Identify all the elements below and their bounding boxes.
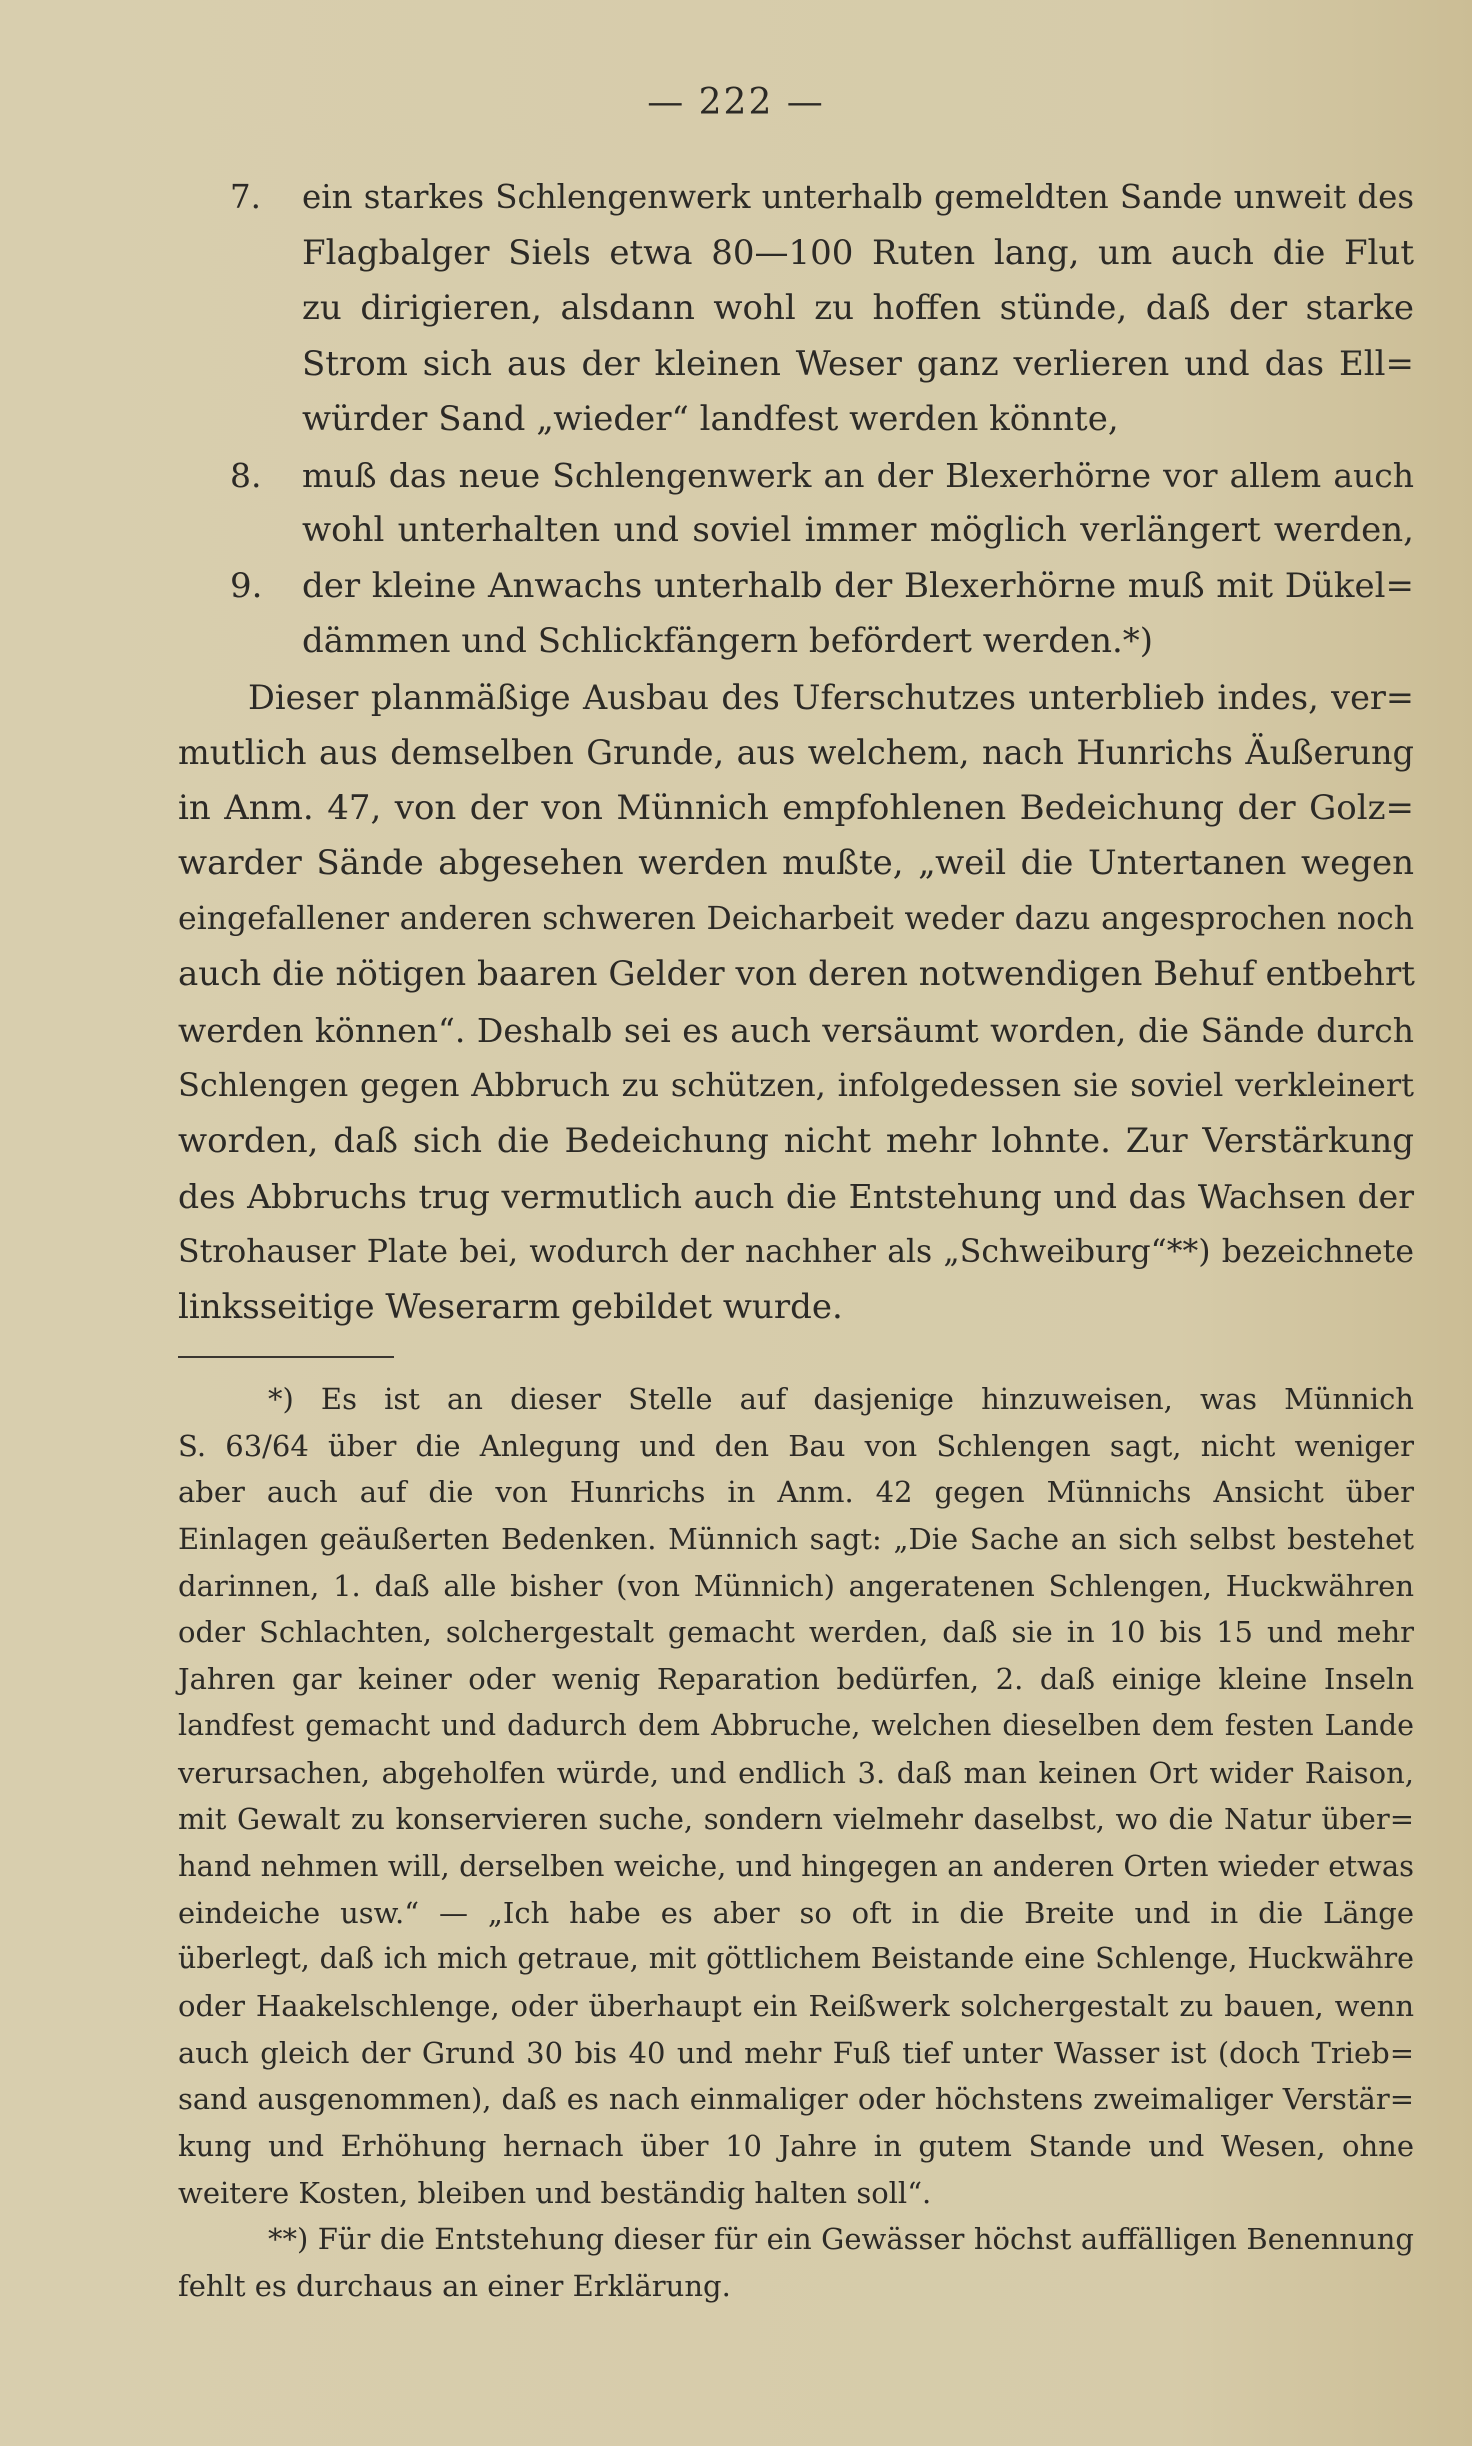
footnote-1-line: auch gleich der Grund 30 bis 40 und mehr Fuß tief unter Wasser ist (doch Trieb= bbox=[178, 2035, 1414, 2070]
footnote-1-line: landfest gemacht und dadurch dem Abbruche, welchen dieselben dem festen Lande bbox=[178, 1708, 1414, 1742]
footnote-1-line: überlegt, daß ich mich getraue, mit göttlichem Beistande eine Schlenge, Huckwähre bbox=[178, 1942, 1414, 1976]
footnote-2-line: **) Für die Entstehung dieser für ein Gewässer höchst auffälligen Benennung bbox=[268, 2222, 1414, 2257]
enum-number: 9. bbox=[230, 565, 263, 606]
paragraph-line: mutlich aus demselben Grunde, aus welchem, nach Hunrichs Äußerung bbox=[178, 733, 1414, 772]
paragraph-line: des Abbruchs trug vermutlich auch die Entstehung und das Wachsen der bbox=[178, 1177, 1414, 1216]
footnote-divider bbox=[178, 1356, 394, 1358]
footnote-1-line: sand ausgenommen), daß es nach einmaliger oder höchstens zweimaliger Verstär= bbox=[178, 2082, 1414, 2117]
footnote-1-line: Jahren gar keiner oder wenig Reparation bedürfen, 2. daß einige kleine Inseln bbox=[178, 1662, 1414, 1697]
footnote-1-line: S. 63/64 über die Anlegung und den Bau von Schlengen sagt, nicht weniger bbox=[178, 1428, 1414, 1463]
footnote-1-line: oder Haakelschlenge, oder überhaupt ein Reißwerk solchergestalt zu bauen, wenn bbox=[178, 1988, 1414, 2023]
enum-item-7-line: 7. ein starkes Schlengenwerk unterhalb gemeldten Sande unweit des bbox=[178, 170, 1414, 226]
paragraph-line: Schlengen gegen Abbruch zu schützen, infolgedessen sie soviel verkleinert bbox=[178, 1066, 1414, 1104]
footnote-2-line: fehlt es durchaus an einer Erklärung. bbox=[178, 2269, 731, 2304]
enum-number: 8. bbox=[230, 455, 262, 495]
paragraph-line: Strohauser Plate bei, wodurch der nachher als „Schweiburg“**) bezeichnete bbox=[178, 1233, 1414, 1270]
paragraph-line: worden, daß sich die Bedeichung nicht mehr lohnte. Zur Verstärkung bbox=[178, 1120, 1414, 1161]
footnote-1-line: weitere Kosten, bleiben und beständig halten soll“. bbox=[178, 2175, 932, 2210]
enum-item-7-line: Flagbalger Siels etwa 80—100 Ruten lang, um auch die Flut bbox=[302, 232, 1414, 273]
paragraph-line: auch die nötigen baaren Gelder von deren notwendigen Behuf entbehrt bbox=[178, 954, 1415, 994]
paragraph-line: eingefallener anderen schweren Deicharbeit weder dazu angesprochen noch bbox=[178, 900, 1414, 937]
footnote-1-line: mit Gewalt zu konservieren suche, sondern vielmehr daselbst, wo die Natur über= bbox=[178, 1802, 1414, 1837]
main-text bbox=[178, 170, 1414, 1336]
footnote-1-line: oder Schlachten, solchergestalt gemacht werden, daß sie in 10 bis 15 und mehr bbox=[178, 1615, 1414, 1650]
paragraph-line: Dieser planmäßige Ausbau des Uferschutzes unterblieb indes, ver= bbox=[248, 677, 1414, 717]
footnote-1-line: verursachen, abgeholfen würde, und endlich 3. daß man keinen Ort wider Raison, bbox=[178, 1755, 1414, 1790]
footnote-1-line: hand nehmen will, derselben weiche, und hingegen an anderen Orten wieder etwas bbox=[178, 1848, 1414, 1883]
paragraph-line: linksseitige Weserarm gebildet wurde. bbox=[178, 1287, 843, 1327]
paragraph-line: warder Sände abgesehen werden mußte, „weil die Untertanen wegen bbox=[178, 843, 1414, 883]
enum-item-7-line: zu dirigieren, alsdann wohl zu hoffen stünde, daß der starke bbox=[302, 288, 1414, 328]
footnote-1-line: darinnen, 1. daß alle bisher (von Münnich) angeratenen Schlengen, Huckwähren bbox=[178, 1568, 1414, 1603]
footnote-1-line: eindeiche usw.“ — „Ich habe es aber so oft in die Breite und in die Länge bbox=[178, 1895, 1414, 1930]
footnote-1-line: *) Es ist an dieser Stelle auf dasjenige hinzuweisen, was Münnich bbox=[268, 1382, 1414, 1416]
paragraph-line: werden können“. Deshalb sei es auch versäumt worden, die Sände durch bbox=[178, 1010, 1414, 1050]
enum-item-9-line: dämmen und Schlickfängern befördert werden.*) bbox=[302, 621, 1154, 661]
enum-number: 7. bbox=[230, 178, 262, 216]
enum-item-7-line: würder Sand „wieder“ landfest werden könnte, bbox=[302, 399, 1119, 439]
enum-item-8-line: wohl unterhalten und soviel immer möglich verlängert werden, bbox=[302, 510, 1414, 550]
footnote-1-line: aber auch auf die von Hunrichs in Anm. 42 gegen Münnichs Ansicht über bbox=[178, 1475, 1414, 1510]
footnotes bbox=[178, 1376, 1414, 2310]
enum-item-9-line: 9. der kleine Anwachs unterhalb der Blexerhörne muß mit Dükel= bbox=[178, 559, 1414, 615]
enum-item-7-line: Strom sich aus der kleinen Weser ganz verlieren und das Ell= bbox=[302, 343, 1414, 384]
page-number: — 222 — bbox=[647, 82, 825, 123]
paragraph-line: in Anm. 47, von der von Münnich empfohlenen Bedeichung der Golz= bbox=[178, 787, 1414, 828]
enum-item-8-line: 8. muß das neue Schlengenwerk an der Blexerhörne vor allem auch bbox=[178, 448, 1414, 504]
footnote-1-line: Einlagen geäußerten Bedenken. Münnich sagt: „Die Sache an sich selbst bestehet bbox=[178, 1522, 1414, 1557]
footnote-1-line: kung und Erhöhung hernach über 10 Jahre in gutem Stande und Wesen, ohne bbox=[178, 2129, 1414, 2163]
